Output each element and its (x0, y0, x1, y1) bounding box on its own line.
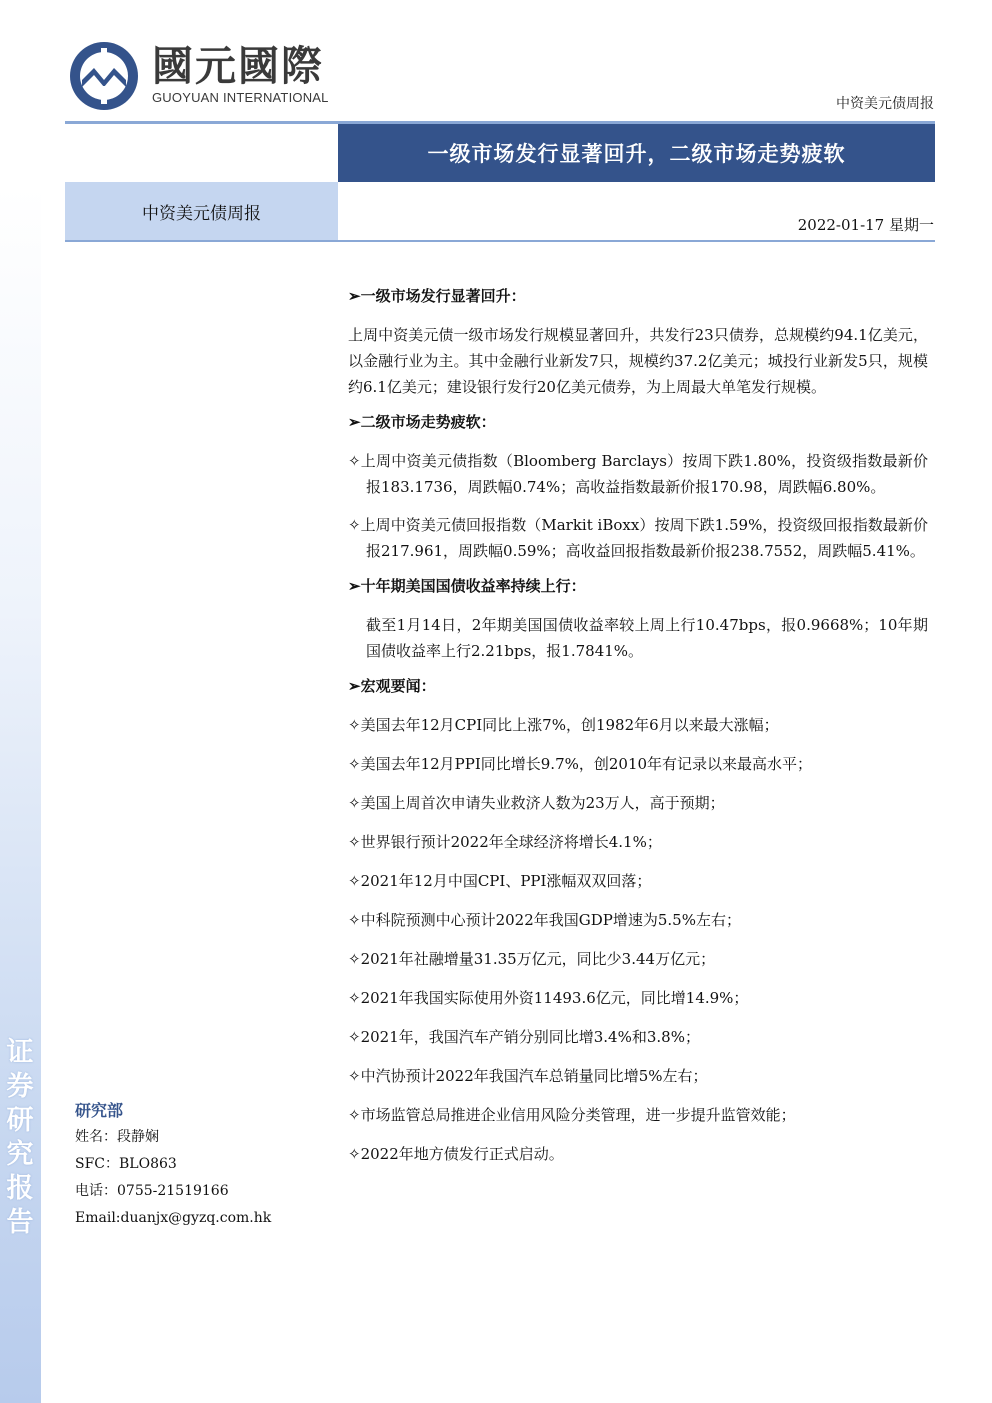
macro-item: ✧美国去年12月CPI同比上涨7%，创1982年6月以来最大涨幅； (348, 716, 779, 734)
main-content (348, 286, 928, 1180)
treasury-paragraph: 截至1月14日，2年期美国国债收益率较上周上行10.47bps，报0.9668%；10年期国债收益率上行2.21bps，报1.7841%。 (366, 616, 928, 660)
report-date: 2022-01-17 星期一 (797, 216, 934, 234)
section-heading-treasury: ➢十年期美国国债收益率持续上行： (348, 577, 586, 595)
macro-item: ✧世界银行预计2022年全球经济将增长4.1%； (348, 833, 662, 851)
macro-item: ✧2021年社融增量31.35万亿元，同比少3.44万亿元； (348, 950, 716, 968)
contact-email[interactable]: Email:duanjx@gyzq.com.hk (75, 1210, 272, 1226)
section-heading-primary: ➢一级市场发行显著回升： (348, 287, 526, 305)
section-heading-macro: ➢宏观要闻： (348, 677, 436, 695)
brand-name-en: GUOYUAN INTERNATIONAL (152, 90, 329, 105)
section-heading-secondary: ➢二级市场走势疲软： (348, 413, 496, 431)
secondary-bullet: ✧上周中资美元债指数（Bloomberg Barclays）按周下跌1.80%，投资级指数最新价报183.1736，周跌幅0.74%；高收益指数最新价报170.98，周跌幅6.80%。 (348, 452, 928, 496)
contact-phone: 电话：0755-21519166 (75, 1183, 229, 1199)
side-label-char: 报 (6, 1173, 34, 1204)
header-bottom-divider (65, 240, 935, 242)
side-label-char: 券 (6, 1071, 34, 1102)
macro-item: ✧美国去年12月PPI同比增长9.7%，创2010年有记录以来最高水平； (348, 755, 813, 773)
macro-item: ✧2021年我国实际使用外资11493.6亿元，同比增14.9%； (348, 989, 749, 1007)
side-label-char: 研 (6, 1105, 34, 1136)
primary-paragraph: 上周中资美元债一级市场发行规模显著回升，共发行23只债券，总规模约94.1亿美元，以金融行业为主。其中金融行业新发7只，规模约37.2亿美元；城投行业新发5只，规模约6.1亿美元；建设银行发行20亿美元债券，为上周最大单笔发行规模。 (348, 326, 928, 396)
report-sub-label: 中资美元债周报 (65, 182, 338, 240)
secondary-bullet: ✧上周中资美元债回报指数（Markit iBoxx）按周下跌1.59%，投资级回报指数最新价报217.961，周跌幅0.59%；高收益回报指数最新价报238.7552，周跌幅5.41%。 (348, 516, 928, 560)
report-type: 中资美元债周报 (836, 96, 934, 112)
macro-item: ✧美国上周首次申请失业救济人数为23万人，高于预期； (348, 794, 725, 812)
analyst-contact (75, 1097, 271, 1232)
report-title: 一级市场发行显著回升，二级市场走势疲软 (338, 124, 935, 182)
macro-item: ✧中科院预测中心预计2022年我国GDP增速为5.5%左右； (348, 911, 741, 929)
side-label (4, 1036, 36, 1240)
side-label-char: 证 (6, 1037, 34, 1068)
macro-item: ✧中汽协预计2022年我国汽车总销量同比增5%左右； (348, 1067, 708, 1085)
side-label-char: 究 (6, 1139, 34, 1170)
side-label-char: 告 (6, 1207, 34, 1238)
macro-item: ✧2021年，我国汽车产销分别同比增3.4%和3.8%； (348, 1028, 700, 1046)
macro-item: ✧市场监管总局推进企业信用风险分类管理，进一步提升监管效能； (348, 1106, 796, 1124)
contact-dept: 研究部 (75, 1101, 124, 1120)
contact-name: 姓名：段静娴 (75, 1129, 159, 1145)
macro-item: ✧2021年12月中国CPI、PPI涨幅双双回落； (348, 872, 652, 890)
company-logo-icon (68, 40, 140, 112)
contact-sfc: SFC：BLO863 (75, 1156, 177, 1172)
macro-item: ✧2022年地方债发行正式启动。 (348, 1145, 564, 1163)
brand-name-cn: 國元國際 (152, 42, 324, 90)
